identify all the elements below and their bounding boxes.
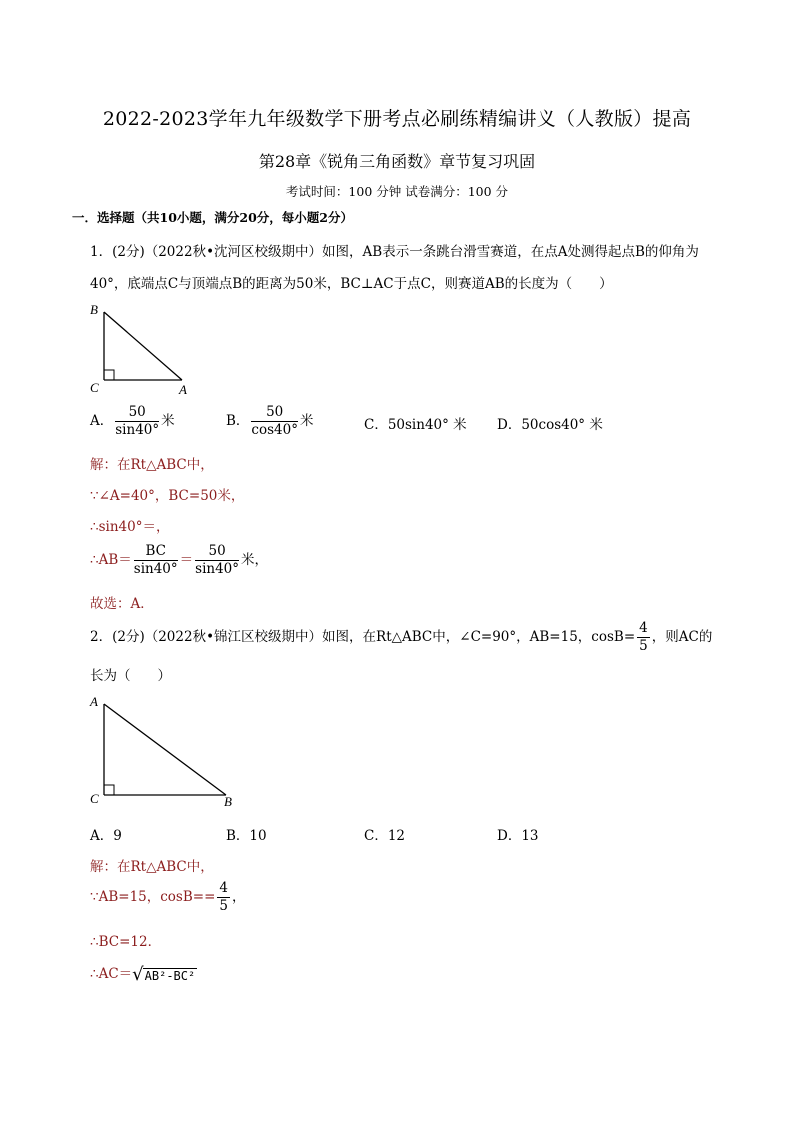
q2-solution-line4-prefix: ∴AC＝ [90, 966, 133, 982]
q2-stem-line2: 长为（ ） [90, 668, 171, 684]
section-heading: 一．选择题（共10小题，满分20分，每小题2分） [72, 210, 353, 225]
q1-solution-line1: 解：在Rt△ABC中， [90, 457, 214, 473]
q2-solution-line1: 解：在Rt△ABC中， [90, 859, 214, 875]
q1-stem-line1: 1．(2分)（2022秋•沈河区校级期中）如图，AB表示一条跳台滑雪赛道，在点A处测得起点B的仰角为 [90, 244, 699, 260]
q1-option-a[interactable] [90, 404, 175, 439]
q2-solution-line4 [90, 962, 197, 985]
sqrt-icon: √AB²-BC² [132, 964, 196, 985]
q2-stem-num: 4 [639, 620, 648, 636]
q2-stem-den: 5 [639, 638, 648, 654]
q1-option-b-prefix: B． [226, 413, 250, 429]
q2-stem-line1 [90, 620, 712, 655]
q2-solution-num: 4 [219, 880, 229, 896]
q1-solution-eq: ＝ [179, 552, 194, 568]
q2-stem-fraction [637, 620, 650, 655]
q2-option-a[interactable]: A．9 [90, 828, 122, 844]
q1-solution-line4 [90, 543, 268, 578]
q1-option-b-num: 50 [251, 404, 298, 422]
chapter-subtitle: 第28章《锐角三角函数》章节复习巩固 [258, 152, 536, 171]
q1-option-a-num: 50 [115, 404, 159, 422]
q1-option-c[interactable]: C．50sin40° 米 [364, 417, 467, 433]
q2-stem-line1-a: 2．(2分)（2022秋•锦江区校级期中）如图，在Rt△ABC中，∠C=90°，AB=15，cosB= [90, 629, 636, 645]
q2-solution-den: 5 [219, 898, 229, 914]
q1-solution-line4-prefix: ∴AB＝ [90, 552, 132, 568]
q2-option-b[interactable]: B．10 [226, 828, 267, 844]
q1-solution-fraction1 [134, 543, 178, 578]
q1-solution-suffix: 米， [241, 552, 269, 568]
q2-solution-line2-suffix: ， [232, 889, 246, 905]
q2-stem-line1-b: ，则AC的 [651, 629, 713, 645]
q2-label-c: C [90, 791, 99, 806]
q1-option-d[interactable]: D．50cos40° 米 [497, 417, 603, 433]
q2-solution-radicand: AB²-BC² [144, 969, 196, 983]
q2-option-d[interactable]: D．13 [497, 828, 539, 844]
q1-option-b-fraction [251, 404, 298, 439]
q2-solution-fraction [217, 880, 230, 915]
q2-triangle-diagram [86, 692, 246, 810]
q2-solution-line2 [90, 880, 246, 915]
q1-solution-fraction2 [195, 543, 239, 578]
q1-solution-num1: BC [134, 543, 178, 561]
q1-option-a-prefix: A． [90, 413, 114, 429]
q1-stem-line2: 40°，底端点C与顶端点B的距离为50米，BC⊥AC于点C，则赛道AB的长度为（ ） [90, 276, 613, 292]
document-title: 2022-2023学年九年级数学下册考点必刷练精编讲义（人教版）提高 [102, 108, 692, 130]
q1-option-b[interactable] [226, 404, 313, 439]
q2-label-b: B [224, 794, 232, 809]
q1-option-a-fraction [115, 404, 159, 439]
q1-solution-line3: ∴sin40°＝， [90, 519, 170, 535]
q2-solution-line2-prefix: ∵AB=15，cosB== [90, 889, 216, 905]
q1-solution-den2: sin40° [195, 561, 240, 577]
q1-option-a-unit: 米 [161, 413, 175, 429]
q1-option-b-unit: 米 [299, 413, 314, 429]
q1-solution-num2: 50 [195, 543, 239, 561]
q1-label-c: C [90, 380, 99, 395]
q1-solution-answer: 故选：A． [90, 596, 154, 612]
q1-option-a-den: sin40° [115, 422, 160, 438]
q1-option-b-den: cos40° [251, 422, 298, 438]
q2-option-c[interactable]: C．12 [364, 828, 406, 844]
q1-solution-den1: sin40° [133, 561, 178, 577]
q1-label-a: A [179, 382, 187, 397]
exam-info: 考试时间：100 分钟 试卷满分：100 分 [285, 184, 509, 199]
q2-label-a: A [90, 694, 98, 709]
q2-solution-line3: ∴BC=12． [90, 934, 162, 950]
q1-solution-line2: ∵∠A=40°，BC=50米， [90, 488, 245, 504]
q1-label-b: B [90, 302, 98, 317]
q1-triangle-diagram [86, 300, 206, 400]
